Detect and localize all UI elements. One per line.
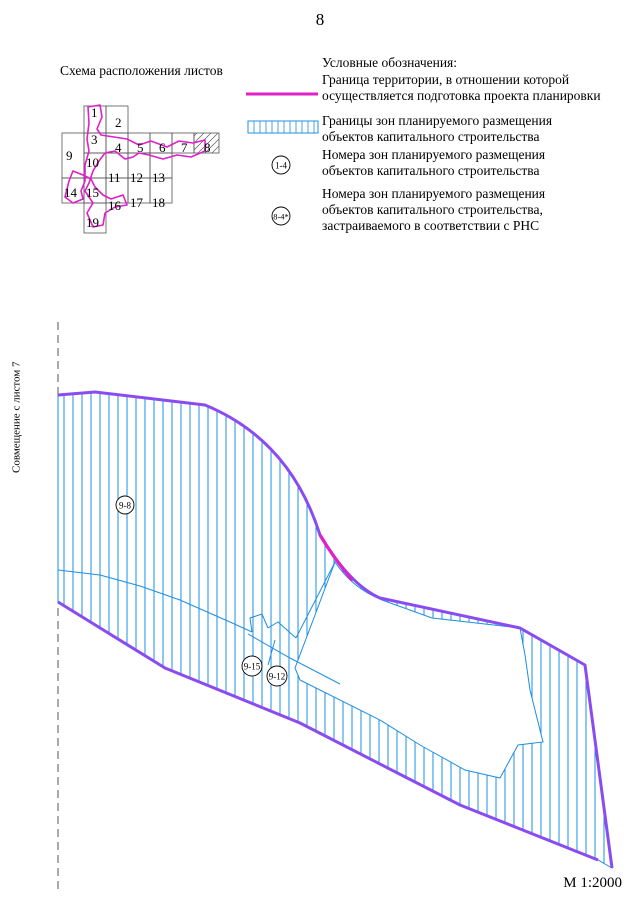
sheet-label: 5 bbox=[137, 140, 144, 155]
zone-label-9-15 bbox=[242, 656, 262, 676]
scale-label: М 1:2000 bbox=[563, 875, 622, 891]
legend-line: Граница территории, в отношении которой bbox=[322, 72, 570, 87]
sheet-label: 14 bbox=[64, 185, 77, 200]
sheet-label: 9 bbox=[66, 148, 73, 163]
sheet-label: 1 bbox=[91, 105, 98, 120]
legend-line: застраиваемого в соответствии с РНС bbox=[322, 218, 540, 233]
page-number: 8 bbox=[315, 10, 325, 29]
sheet-label: 15 bbox=[86, 185, 99, 200]
sheet-label: 13 bbox=[152, 170, 165, 185]
legend-line: Номера зон планируемого размещения bbox=[322, 186, 546, 201]
marker-label: 8-4* bbox=[273, 211, 289, 222]
zone-label-9-12 bbox=[267, 666, 287, 686]
sheet-label: 7 bbox=[181, 140, 188, 155]
sheet-label: 17 bbox=[130, 195, 143, 210]
sheet-label: 3 bbox=[91, 132, 98, 147]
sheet-label: 2 bbox=[115, 115, 122, 130]
match-line-label: Совмещение с листом 7 bbox=[10, 361, 23, 473]
sheet-label: 11 bbox=[108, 170, 121, 185]
sheet-label: 16 bbox=[108, 198, 121, 213]
zone-label-text: 9-8 bbox=[119, 500, 131, 511]
zone-label-text: 9-12 bbox=[268, 671, 286, 682]
zone-label-text: 9-15 bbox=[243, 661, 261, 672]
legend-line: осуществляется подготовка проекта планировки bbox=[322, 88, 601, 103]
legend-line: Номера зон планируемого размещения bbox=[322, 147, 546, 162]
sheet-label: 12 bbox=[130, 170, 143, 185]
zone-label-9-8 bbox=[116, 496, 134, 514]
sheet-label: 18 bbox=[152, 195, 165, 210]
sheet-label: 8 bbox=[204, 140, 211, 155]
index-map-title: Схема расположения листов bbox=[60, 63, 223, 78]
sheet-label: 10 bbox=[86, 155, 99, 170]
legend-line: Границы зон планируемого размещения bbox=[322, 113, 553, 128]
sheet-label: 4 bbox=[115, 140, 122, 155]
marker-label: 1-4 bbox=[275, 160, 287, 171]
legend-title: Условные обозначения: bbox=[322, 55, 458, 70]
legend-line: объектов капитального строительства bbox=[322, 129, 540, 144]
legend-line: объектов капитального строительства, bbox=[322, 202, 543, 217]
legend-line: объектов капитального строительства bbox=[322, 163, 540, 178]
sheet-label: 19 bbox=[86, 215, 99, 230]
sheet-label: 6 bbox=[159, 140, 166, 155]
